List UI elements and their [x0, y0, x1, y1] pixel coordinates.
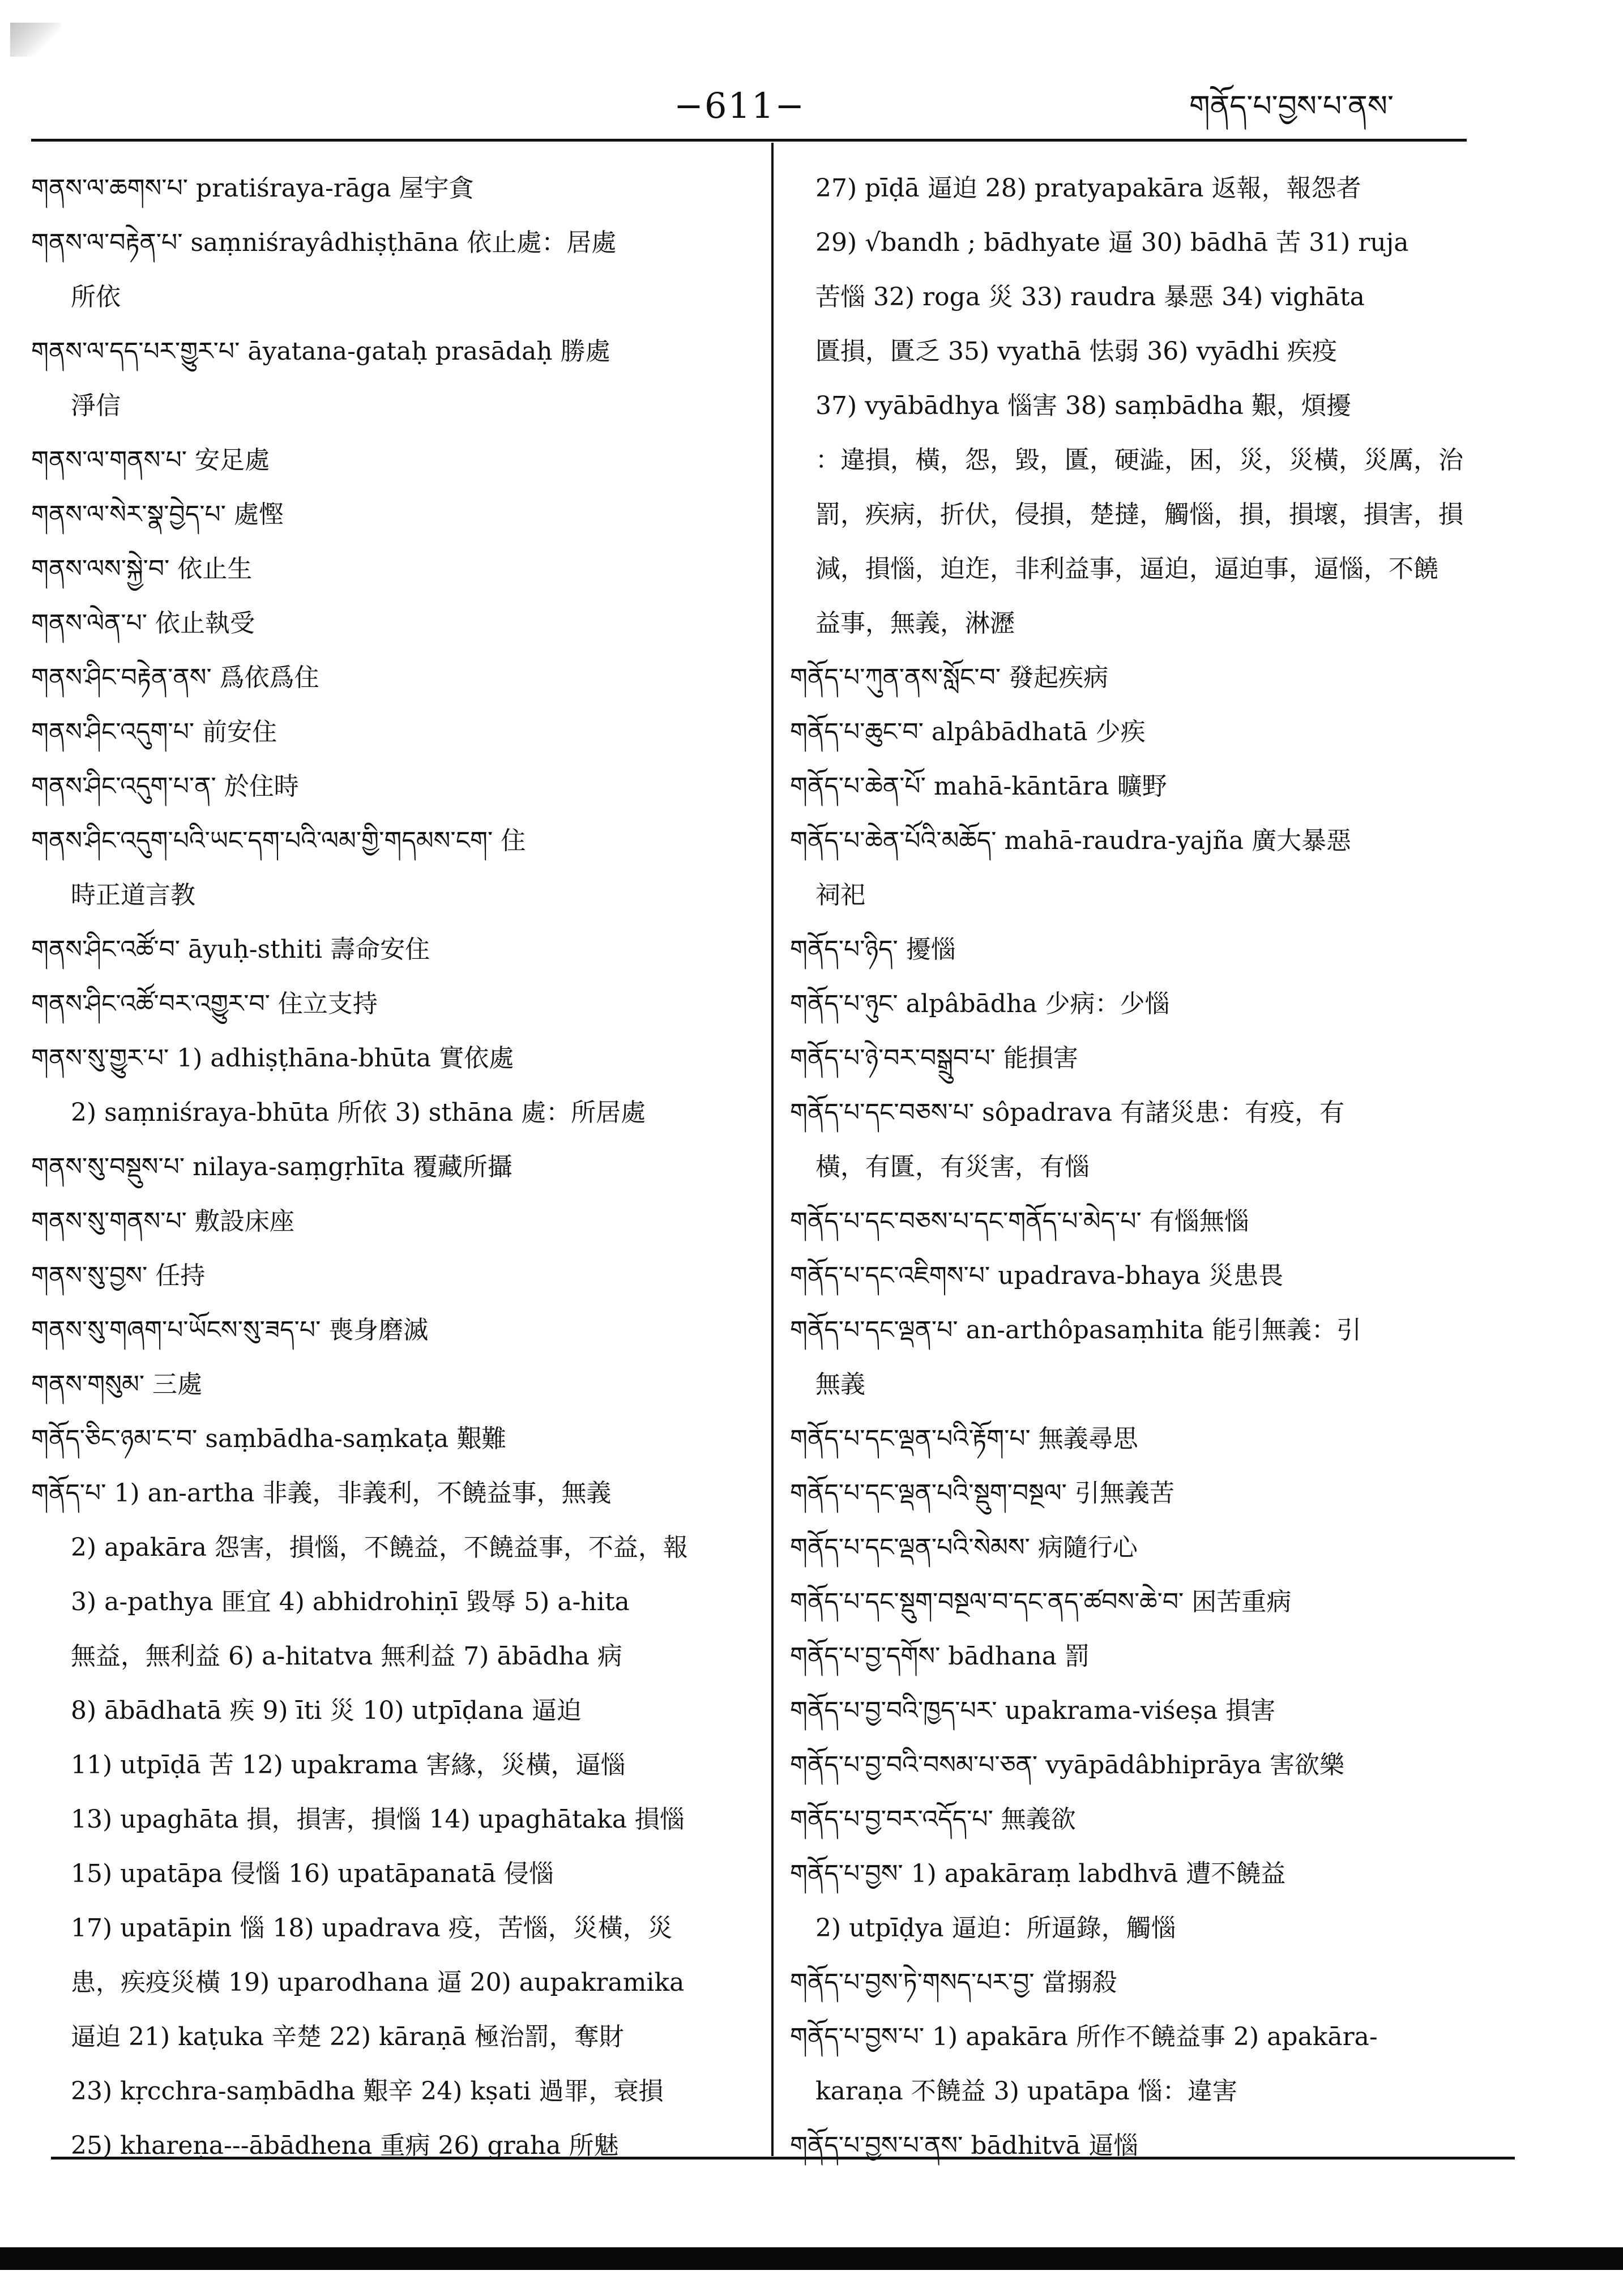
page-number: −611− — [674, 85, 806, 126]
dictionary-entry: གནོད་པ་བྱས་པ་ 1) apakāra 所作不饒益事 2) apakāra- — [790, 2022, 1378, 2051]
entry-continuation-line: 所依 — [71, 283, 121, 311]
scan-corner-mark — [10, 23, 61, 57]
dictionary-entry: གནས་སུ་བསྡུས་པ་ nilaya-saṃgṛhīta 覆藏所攝 — [31, 1153, 512, 1181]
entry-continuation-line: 減，損惱，迫迮，非利益事，逼迫，逼迫事，逼惱，不饒 — [815, 554, 1438, 583]
entry-continuation-line: 29) √bandh ; bādhyate 逼 30) bādhā 苦 31) ruja — [815, 228, 1409, 257]
entry-continuation-line: 罰，疾病，折伏，侵損，楚撻，觸惱，損，損壞，損害，損 — [815, 500, 1463, 529]
dictionary-entry: གནོད་པ་དང་ལྡན་པ་ an-arthôpasaṃhita 能引無義：引 — [790, 1316, 1362, 1345]
entry-continuation-line: 益事，無義，淋瀝 — [815, 609, 1015, 638]
dictionary-entry: གནོད་པ་ 1) an-artha 非義，非義利，不饒益事，無義 — [31, 1479, 612, 1508]
entry-continuation-line: 2) apakāra 怨害，損惱，不饒益，不饒益事，不益，報 — [71, 1533, 688, 1562]
dictionary-entry: གནས་ཤིང་འཚོ་བར་འགྱུར་བ་ 住立支持 — [31, 989, 378, 1018]
entry-continuation-line: 17) upatāpin 惱 18) upadrava 疫，苦惱，災橫，災 — [71, 1914, 673, 1943]
entry-continuation-line: ：違損，橫，怨，毀，匱，硬澁，困，災，災橫，災厲，治 — [815, 446, 1463, 475]
entry-continuation-line: 3) a-pathya 匪宜 4) abhidrohiṇī 毀辱 5) a-hita — [71, 1587, 630, 1616]
dictionary-entry: གནོད་པ་ཉེ་བར་བསྒྲུབ་པ་ 能損害 — [790, 1044, 1078, 1073]
dictionary-entry: གནོད་པ་ཉུང་ alpâbādha 少病：少惱 — [790, 989, 1170, 1018]
dictionary-entry: གནོད་པ་ཆུང་བ་ alpâbādhatā 少疾 — [790, 718, 1146, 746]
entry-continuation-line: 23) kṛcchra-saṃbādha 艱辛 24) kṣati 過罪，衰損 — [71, 2077, 664, 2106]
dictionary-entry: གནོད་པ་དང་ལྡན་པའི་རྟོག་པ་ 無義尋思 — [790, 1424, 1138, 1453]
dictionary-entry: གནོད་པ་བྱས་ 1) apakāraṃ labdhvā 遭不饒益 — [790, 1859, 1286, 1888]
dictionary-entry: གནོད་པ་བྱ་བའི་བསམ་པ་ཅན་ vyāpādâbhiprāya 害欲樂 — [790, 1751, 1344, 1779]
dictionary-entry: གནས་ལ་གནས་པ་ 安足處 — [31, 446, 270, 475]
dictionary-entry: གནས་ལེན་པ་ 依止執受 — [31, 609, 255, 638]
dictionary-entry: གནས་སུ་གྱུར་པ་ 1) adhiṣṭhāna-bhūta 實依處 — [31, 1044, 514, 1073]
dictionary-entry: གནས་ཤིང་བརྟེན་ནས་ 爲依爲住 — [31, 663, 319, 692]
entry-continuation-line: 13) upaghāta 損，損害，損惱 14) upaghātaka 損惱 — [71, 1805, 685, 1834]
entry-continuation-line: 37) vyābādhya 惱害 38) saṃbādha 艱，煩擾 — [815, 391, 1351, 420]
entry-continuation-line: 淨信 — [71, 391, 121, 420]
dictionary-entry: གནོད་པ་དང་བཅས་པ་དང་གནོད་པ་མེད་པ་ 有惱無惱 — [790, 1207, 1249, 1236]
dictionary-entry: གནས་སུ་གནས་པ་ 敷設床座 — [31, 1207, 294, 1236]
dictionary-entry: གནས་ཤིང་འདུག་པ་ 前安住 — [31, 718, 277, 746]
dictionary-entry: གནས་ལ་དད་པར་གྱུར་པ་ āyatana-gataḥ prasādaḥ 勝處 — [31, 337, 610, 366]
left-column — [31, 161, 742, 2173]
dictionary-entry: གནོད་པ་དང་ལྡན་པའི་སྡུག་བསྔལ་ 引無義苦 — [790, 1479, 1174, 1508]
scan-bottom-band — [0, 2247, 1623, 2270]
header-rule — [31, 139, 1467, 142]
dictionary-entry: གནོད་པ་བྱས་ཏེ་གསད་པར་བྱ་ 當搦殺 — [790, 1968, 1117, 1997]
right-column — [790, 161, 1504, 2173]
entry-continuation-line: 25) khareṇa---ābādhena 重病 26) graha 所魅 — [71, 2131, 619, 2160]
running-head: གནོད་པ་བྱས་པ་ནས་ — [1189, 89, 1394, 123]
dictionary-entry: གནོད་པ་ཉིད་ 擾惱 — [790, 935, 956, 964]
entry-continuation-line: 27) pīḍā 逼迫 28) pratyapakāra 返報，報怨者 — [815, 174, 1361, 203]
dictionary-entry: གནས་སུ་གཞག་པ་ཡོངས་སུ་ཟད་པ་ 喪身磨滅 — [31, 1316, 429, 1345]
dictionary-entry: གནོད་པ་ཆེན་པོ་ mahā-kāntāra 曠野 — [790, 772, 1167, 801]
dictionary-entry: གནོད་པ་བྱས་པ་ནས་ bādhitvā 逼惱 — [790, 2131, 1139, 2160]
dictionary-entry: གནས་ཤིང་འཚོ་བ་ āyuḥ-sthiti 壽命安住 — [31, 935, 430, 964]
dictionary-entry: གནོད་ཅིང་ཉམ་ང་བ་ saṃbādha-saṃkaṭa 艱難 — [31, 1424, 507, 1453]
entry-continuation-line: 2) utpīḍya 逼迫：所逼錄，觸惱 — [815, 1914, 1176, 1943]
entry-continuation-line: 無益，無利益 6) a-hitatva 無利益 7) ābādha 病 — [71, 1642, 622, 1671]
dictionary-entry: གནོད་པ་བྱ་བར་འདོད་པ་ 無義欲 — [790, 1805, 1076, 1834]
dictionary-entry: གནས་གསུམ་ 三處 — [31, 1370, 203, 1399]
entry-continuation-line: 無義 — [815, 1370, 865, 1399]
column-divider — [771, 143, 774, 2156]
dictionary-entry: གནས་ཤིང་འདུག་པའི་ཡང་དག་པའི་ལམ་གྱི་གདམས་ངག་ 住 — [31, 826, 526, 855]
entry-continuation-line: 11) utpīḍā 苦 12) upakrama 害緣，災橫，逼惱 — [71, 1751, 626, 1779]
entry-continuation-line: 8) ābādhatā 疾 9) īti 災 10) utpīḍana 逼迫 — [71, 1696, 582, 1725]
entry-continuation-line: 2) saṃniśraya-bhūta 所依 3) sthāna 處：所居處 — [71, 1098, 646, 1127]
entry-continuation-line: 15) upatāpa 侵惱 16) upatāpanatā 侵惱 — [71, 1859, 554, 1888]
entry-continuation-line: 逼迫 21) kaṭuka 辛楚 22) kāraṇā 極治罰，奪財 — [71, 2022, 624, 2051]
entry-continuation-line: karaṇa 不饒益 3) upatāpa 惱：違害 — [815, 2077, 1237, 2106]
dictionary-entry: གནས་ལས་སྐྱེ་བ་ 依止生 — [31, 554, 253, 583]
dictionary-entry: གནོད་པ་དང་བཅས་པ་ sôpadrava 有諸災患：有疫，有 — [790, 1098, 1345, 1127]
entry-continuation-line: 祠祀 — [815, 881, 865, 910]
entry-continuation-line: 橫，有匱，有災害，有惱 — [815, 1153, 1090, 1181]
entry-continuation-line: 匱損，匱乏 35) vyathā 怯弱 36) vyādhi 疾疫 — [815, 337, 1337, 366]
dictionary-entry: གནོད་པ་བྱ་དགོས་ bādhana 罰 — [790, 1642, 1090, 1671]
dictionary-entry: གནས་ལ་སེར་སྣ་བྱེད་པ་ 處慳 — [31, 500, 284, 529]
dictionary-entry: གནོད་པ་ཆེན་པོའི་མཆོད་ mahā-raudra-yajña 廣大暴惡 — [790, 826, 1352, 855]
entry-continuation-line: 苦惱 32) roga 災 33) raudra 暴惡 34) vighāta — [815, 283, 1365, 311]
dictionary-entry: གནོད་པ་ཀུན་ནས་སློང་བ་ 發起疾病 — [790, 663, 1109, 692]
dictionary-entry: གནས་ལ་ཆགས་པ་ pratiśraya-rāga 屋宇貪 — [31, 174, 474, 203]
entry-continuation-line: 時正道言教 — [71, 881, 195, 910]
dictionary-entry: གནོད་པ་དང་ལྡན་པའི་སེམས་ 病隨行心 — [790, 1533, 1138, 1562]
dictionary-entry: གནས་སུ་བྱས་ 任持 — [31, 1261, 206, 1290]
dictionary-entry: གནས་ལ་བརྟེན་པ་ saṃniśrayâdhiṣṭhāna 依止處：居處 — [31, 228, 617, 257]
dictionary-entry: གནས་ཤིང་འདུག་པ་ན་ 於住時 — [31, 772, 299, 801]
dictionary-entry: གནོད་པ་དང་སྡུག་བསྔལ་བ་དང་ནད་ཚབས་ཆེ་བ་ 困苦重病 — [790, 1587, 1292, 1616]
entry-continuation-line: 患，疾疫災橫 19) uparodhana 逼 20) aupakramika — [71, 1968, 685, 1997]
dictionary-entry: གནོད་པ་དང་འཇིགས་པ་ upadrava-bhaya 災患畏 — [790, 1261, 1284, 1290]
dictionary-entry: གནོད་པ་བྱ་བའི་ཁྱད་པར་ upakrama-viśeṣa 損害 — [790, 1696, 1276, 1725]
